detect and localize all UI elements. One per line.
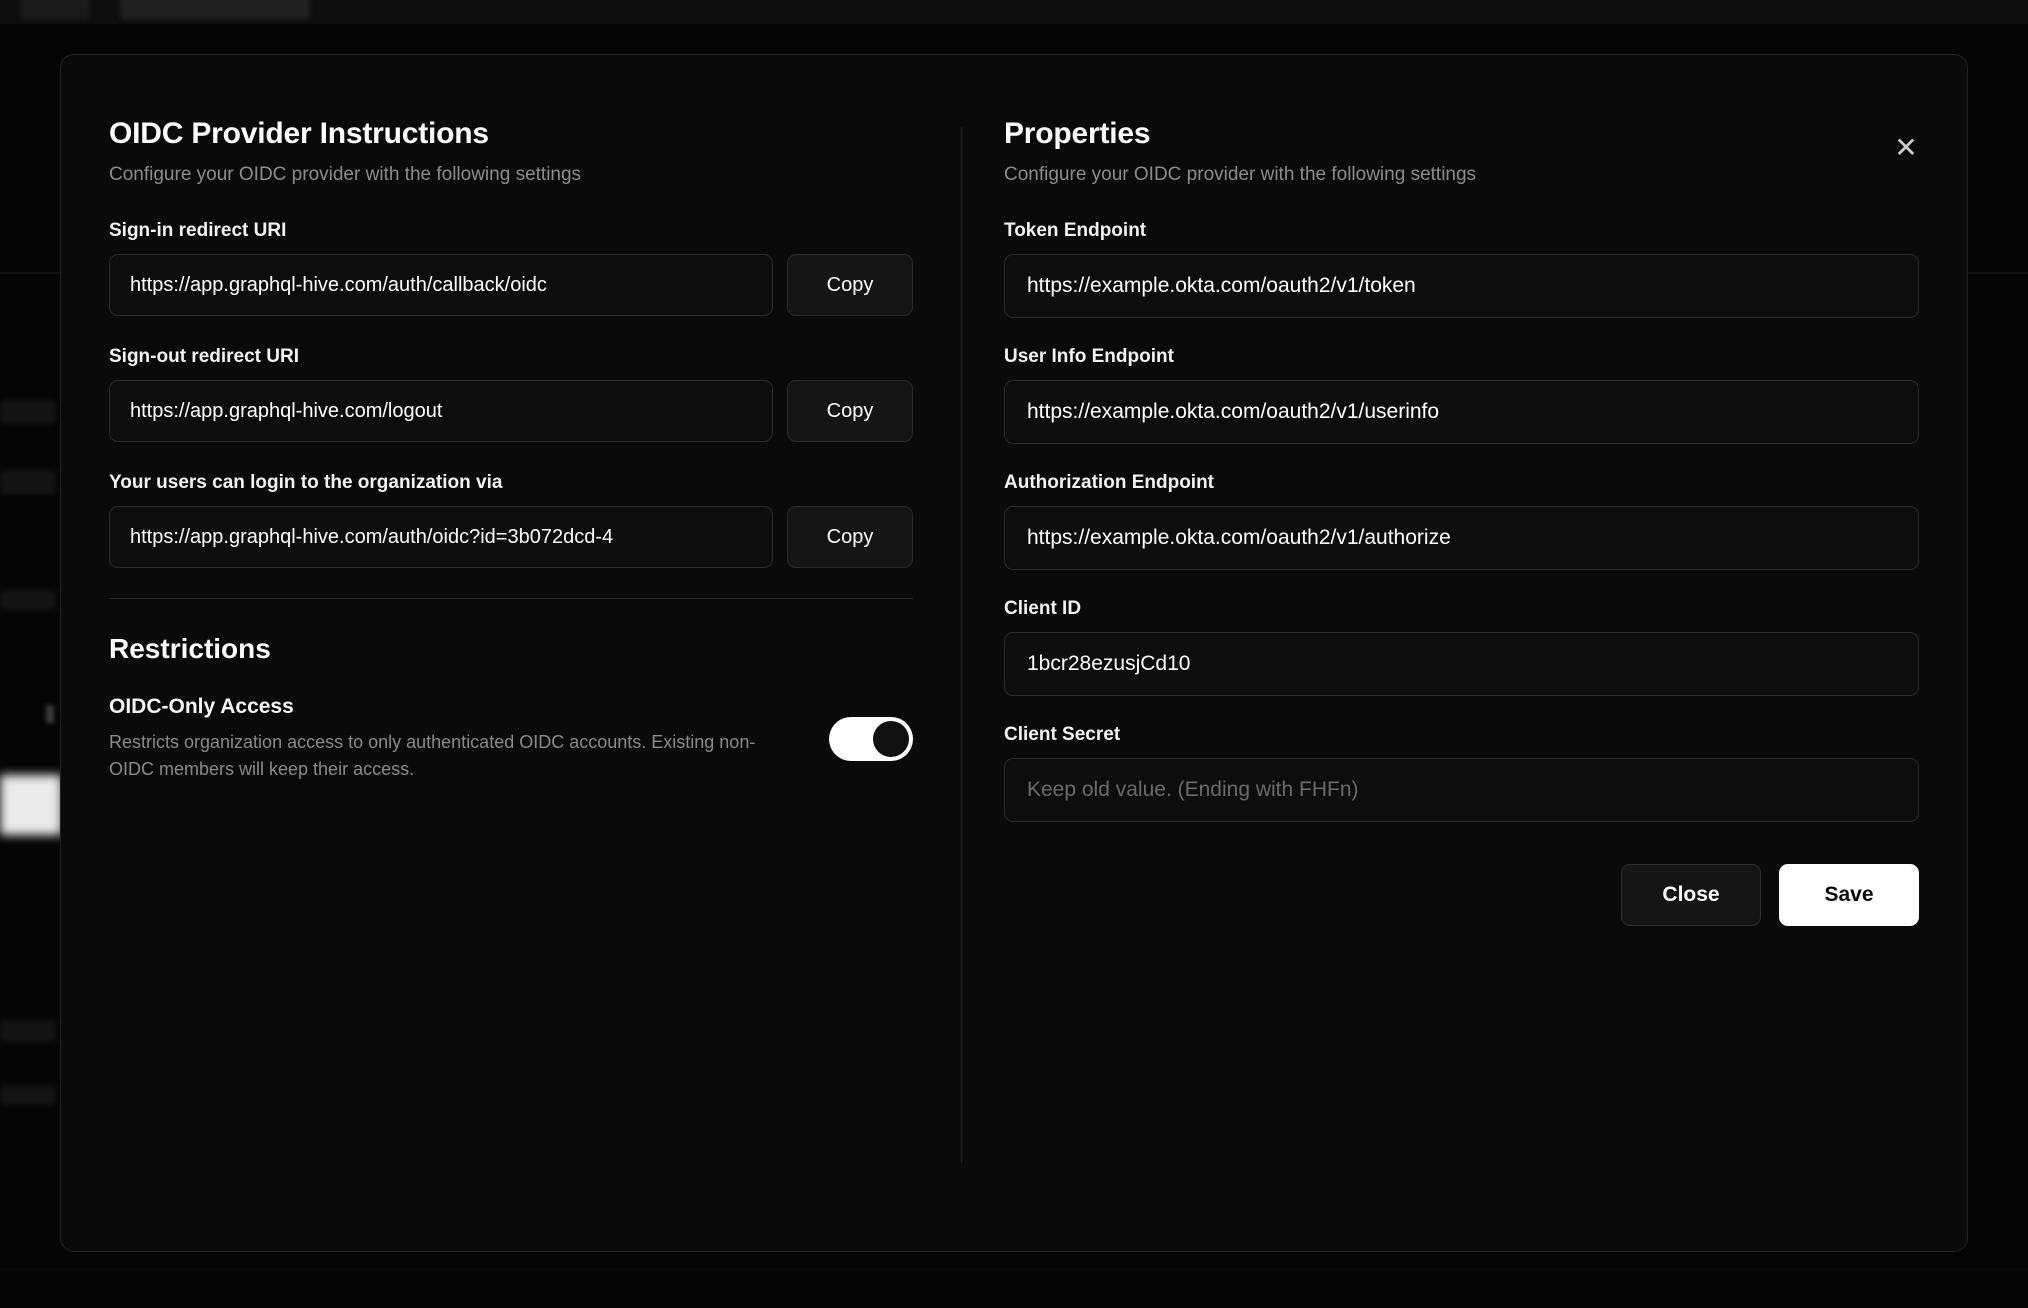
login-url-input[interactable] xyxy=(109,506,773,568)
authorization-endpoint-label: Authorization Endpoint xyxy=(1004,472,1215,493)
client-id-label: Client ID xyxy=(1004,598,1082,619)
oidc-settings-modal xyxy=(60,54,1968,1252)
close-button[interactable]: Close xyxy=(1621,864,1761,926)
background-chip xyxy=(120,0,310,20)
toggle-knob xyxy=(873,721,909,757)
oidc-only-access-row xyxy=(109,695,913,783)
close-icon[interactable]: ✕ xyxy=(1889,131,1923,165)
copy-signout-redirect-button[interactable]: Copy xyxy=(787,380,913,442)
signin-redirect-label: Sign-in redirect URI xyxy=(109,220,287,241)
login-url-label: Your users can login to the organization via xyxy=(109,472,503,493)
oidc-only-access-description: Restricts organization access to only authenticated OIDC accounts. Existing non-OIDC members will keep their access. xyxy=(109,732,756,779)
instructions-panel xyxy=(61,117,961,1251)
signin-redirect-row xyxy=(109,254,913,316)
properties-subtitle: Configure your OIDC provider with the following settings xyxy=(1004,164,1477,185)
background-sidebar-item xyxy=(0,590,56,610)
copy-login-url-button[interactable]: Copy xyxy=(787,506,913,568)
background-sidebar-item xyxy=(0,400,56,424)
background-sidebar-item xyxy=(0,1085,56,1105)
signin-redirect-input[interactable] xyxy=(109,254,773,316)
oidc-only-access-label: OIDC-Only Access xyxy=(109,695,294,718)
client-secret-input[interactable] xyxy=(1004,758,1919,822)
client-id-field-group xyxy=(1004,598,1919,696)
save-button[interactable]: Save xyxy=(1779,864,1919,926)
background-sidebar-item xyxy=(0,470,56,494)
client-id-input[interactable] xyxy=(1004,632,1919,696)
signout-redirect-label: Sign-out redirect URI xyxy=(109,346,300,367)
page-title: OIDC Provider Instructions xyxy=(109,117,489,150)
background-chip xyxy=(20,0,90,20)
copy-signin-redirect-button[interactable]: Copy xyxy=(787,254,913,316)
modal-actions xyxy=(1004,864,1919,926)
client-secret-field-group xyxy=(1004,724,1919,822)
page-subtitle: Configure your OIDC provider with the following settings xyxy=(109,164,582,185)
background-sidebar-item xyxy=(0,1020,56,1042)
signin-redirect-field-group xyxy=(109,220,913,316)
token-endpoint-input[interactable] xyxy=(1004,254,1919,318)
user-info-endpoint-field-group xyxy=(1004,346,1919,444)
restrictions-title: Restrictions xyxy=(109,633,271,664)
background-highlight xyxy=(0,775,62,835)
user-info-endpoint-label: User Info Endpoint xyxy=(1004,346,1174,367)
background-divider xyxy=(0,1268,2028,1271)
authorization-endpoint-input[interactable] xyxy=(1004,506,1919,570)
background-sidebar-item xyxy=(46,705,54,723)
signout-redirect-field-group xyxy=(109,346,913,442)
signout-redirect-row xyxy=(109,380,913,442)
login-url-row xyxy=(109,506,913,568)
oidc-only-access-toggle[interactable] xyxy=(829,717,913,761)
client-secret-label: Client Secret xyxy=(1004,724,1121,745)
login-url-field-group xyxy=(109,472,913,568)
signout-redirect-input[interactable] xyxy=(109,380,773,442)
properties-title: Properties xyxy=(1004,117,1151,150)
section-divider xyxy=(109,598,913,599)
properties-panel xyxy=(962,117,1967,1251)
token-endpoint-field-group xyxy=(1004,220,1919,318)
token-endpoint-label: Token Endpoint xyxy=(1004,220,1147,241)
authorization-endpoint-field-group xyxy=(1004,472,1919,570)
user-info-endpoint-input[interactable] xyxy=(1004,380,1919,444)
